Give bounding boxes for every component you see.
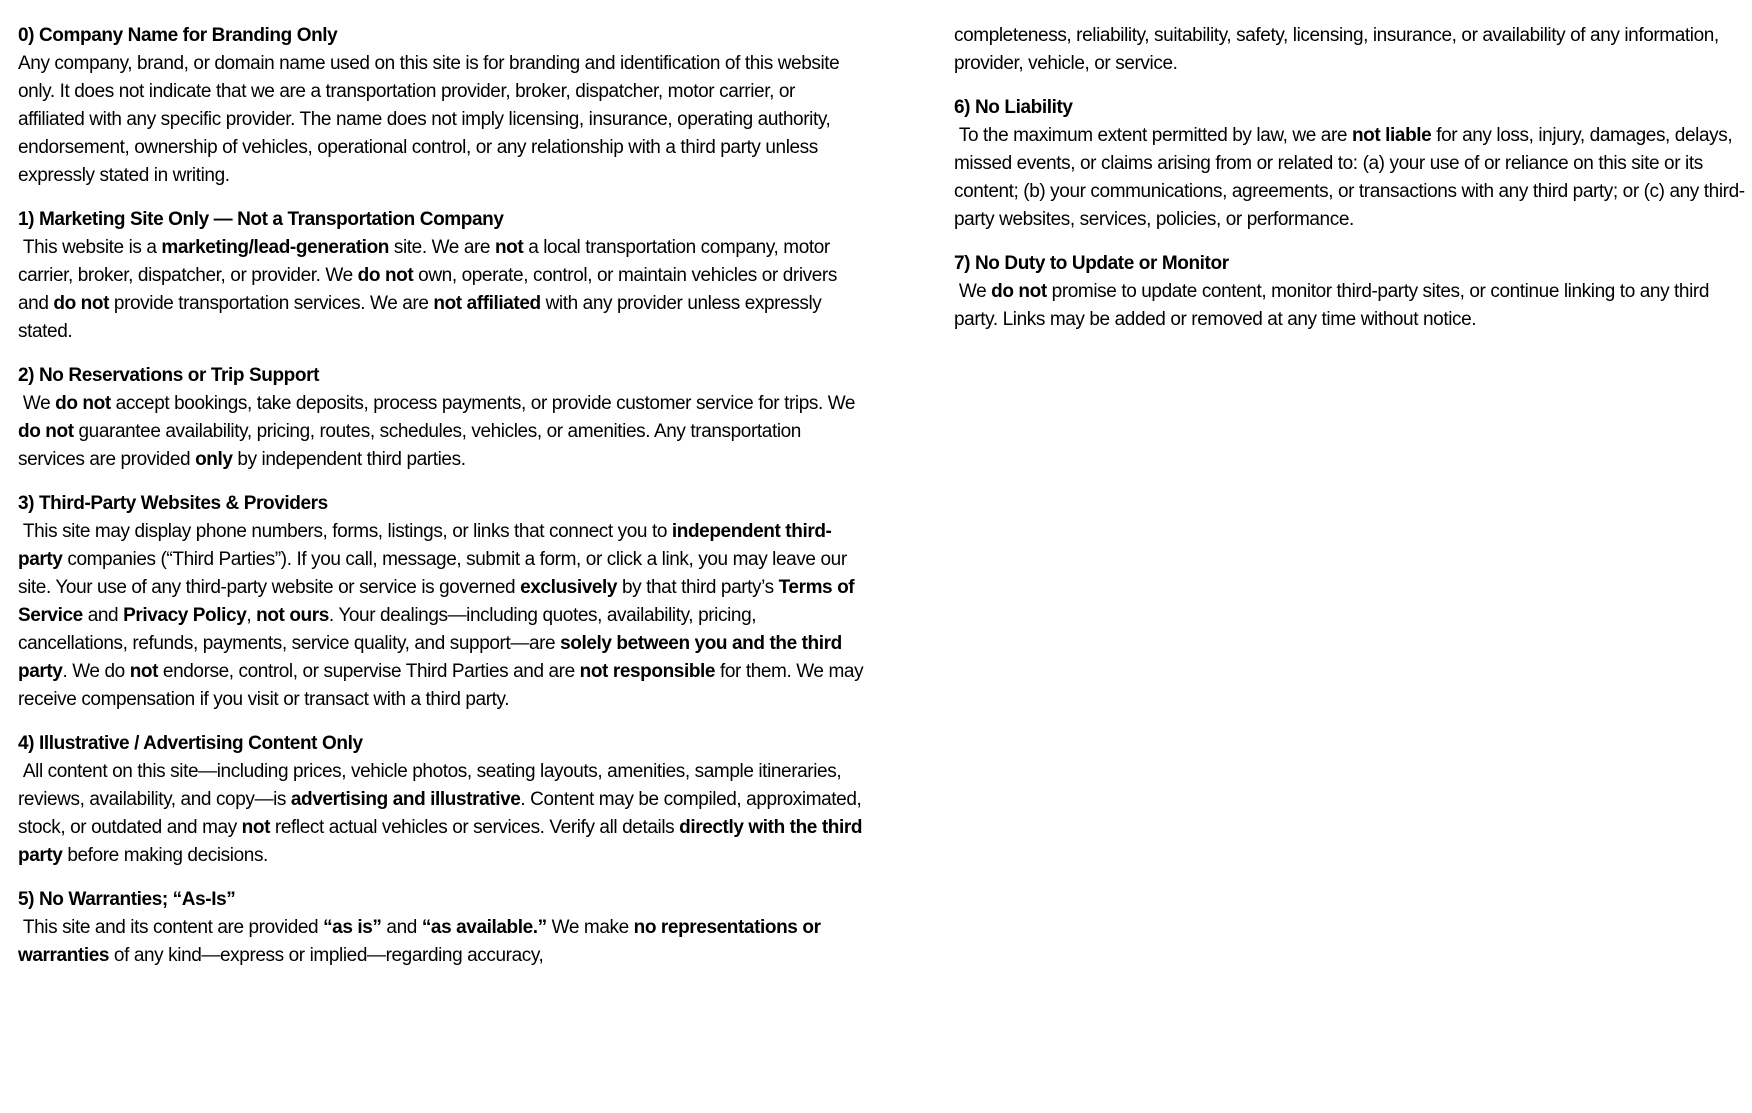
section-heading: 5) No Warranties; “As-Is” (18, 889, 236, 910)
bold-emphasis: “as available.” (421, 917, 547, 938)
section-body: This site may display phone numbers, forms, listings, or links that connect you to independent third-party companies (“Third Parties”). If you call, message, submit a form, or click a link, you may leave our site. Your use of any third-party website or service is governed exclusively by that third party’s Terms of Service and Privacy Policy, not ours. Your dealings—including quotes, availability, pricing, cancellations, refunds, payments, service quality, and support—are solely between you and the third party. We do not endorse, control, or supervise Third Parties and are not responsible for them. We may receive compensation if you visit or transact with a third party. (18, 521, 869, 710)
disclaimer-section (954, 250, 1752, 334)
section-body: Any company, brand, or domain name used on this site is for branding and identification of this website only. It does not indicate that we are a transportation provider, broker, dispatcher, motor carrier, or affiliated with any specific provider. The name does not imply licensing, insurance, operating authority, endorsement, ownership of vehicles, operational control, or any relationship with a third party unless expressly stated in writing. (18, 53, 845, 186)
bold-emphasis: do not (991, 281, 1047, 302)
bold-emphasis: “as is” (323, 917, 382, 938)
bold-emphasis: advertising and illustrative (290, 789, 521, 810)
bold-emphasis: Terms of Service (18, 577, 860, 626)
section-body: This site and its content are provided “as is” and “as available.” We make no representations or warranties of any kind—express or implied—regarding accuracy, (18, 917, 826, 966)
disclaimer-section (18, 490, 869, 714)
bold-emphasis: exclusively (520, 577, 618, 598)
section-body: To the maximum extent permitted by law, we are not liable for any loss, injury, damages, delays, missed events, or claims arising from or related to: (a) your use of or reliance on this site or its content; (b) your communications, agreements, or transactions with any third party; or (c) any third-party websites, services, policies, or performance. (954, 125, 1745, 230)
disclaimer-section (954, 94, 1752, 234)
bold-emphasis: not responsible (579, 661, 716, 682)
bold-emphasis: not (494, 237, 524, 258)
column-right (954, 22, 1752, 334)
disclaimer-section (18, 22, 866, 190)
bold-emphasis: not ours (256, 605, 329, 626)
bold-emphasis: do not (357, 265, 414, 286)
disclaimer-section (18, 886, 866, 970)
bold-emphasis: directly with the third party (18, 817, 867, 866)
bold-emphasis: marketing/lead-generation (161, 237, 389, 258)
bold-emphasis: solely between you and the third party (18, 633, 847, 682)
section-heading: 3) Third-Party Websites & Providers (18, 493, 328, 514)
section-body: We do not promise to update content, monitor third-party sites, or continue linking to any third party. Links may be added or removed at any time without notice. (954, 281, 1714, 330)
column-left (18, 22, 869, 970)
bold-emphasis: do not (55, 393, 111, 414)
bold-emphasis: not affiliated (433, 293, 541, 314)
section-heading: 4) Illustrative / Advertising Content Only (18, 733, 363, 754)
bold-emphasis: not (241, 817, 271, 838)
section-body-continuation: completeness, reliability, suitability, safety, licensing, insurance, or availability of any information, provider, vehicle, or service. (954, 25, 1724, 74)
bold-emphasis: do not (53, 293, 110, 314)
bold-emphasis: only (195, 449, 233, 470)
section-heading: 7) No Duty to Update or Monitor (954, 253, 1229, 274)
section-heading: 0) Company Name for Branding Only (18, 25, 338, 46)
disclaimer-section (18, 362, 866, 474)
disclaimer-section (18, 730, 866, 870)
bold-emphasis: not (129, 661, 159, 682)
bold-emphasis: Privacy Policy (123, 605, 247, 626)
section-heading: 1) Marketing Site Only — Not a Transportation Company (18, 209, 504, 230)
disclaimer-section (954, 22, 1752, 78)
section-body: All content on this site—including prices, vehicle photos, seating layouts, amenities, sample itineraries, reviews, availability, and copy—is advertising and illustrative. Content may be compiled, approximated, stock, or outdated and may not reflect actual vehicles or services. Verify all details directly with the third party before making decisions. (18, 761, 867, 866)
bold-emphasis: independent third-party (18, 521, 832, 570)
section-heading: 6) No Liability (954, 97, 1073, 118)
bold-emphasis: not liable (1351, 125, 1432, 146)
section-body: We do not accept bookings, take deposits, process payments, or provide customer service for trips. We do not guarantee availability, pricing, routes, schedules, vehicles, or amenities. Any transportation services are provided only by independent third parties. (18, 393, 860, 470)
disclaimer-section (18, 206, 866, 346)
bold-emphasis: no representations or warranties (18, 917, 826, 966)
section-body: This website is a marketing/lead-generation site. We are not a local transportation company, motor carrier, broker, dispatcher, or provider. We do not own, operate, control, or maintain vehicles or drivers and do not provide transportation services. We are not affiliated with any provider unless expressly stated. (18, 237, 842, 342)
section-heading: 2) No Reservations or Trip Support (18, 365, 320, 386)
bold-emphasis: do not (18, 421, 74, 442)
